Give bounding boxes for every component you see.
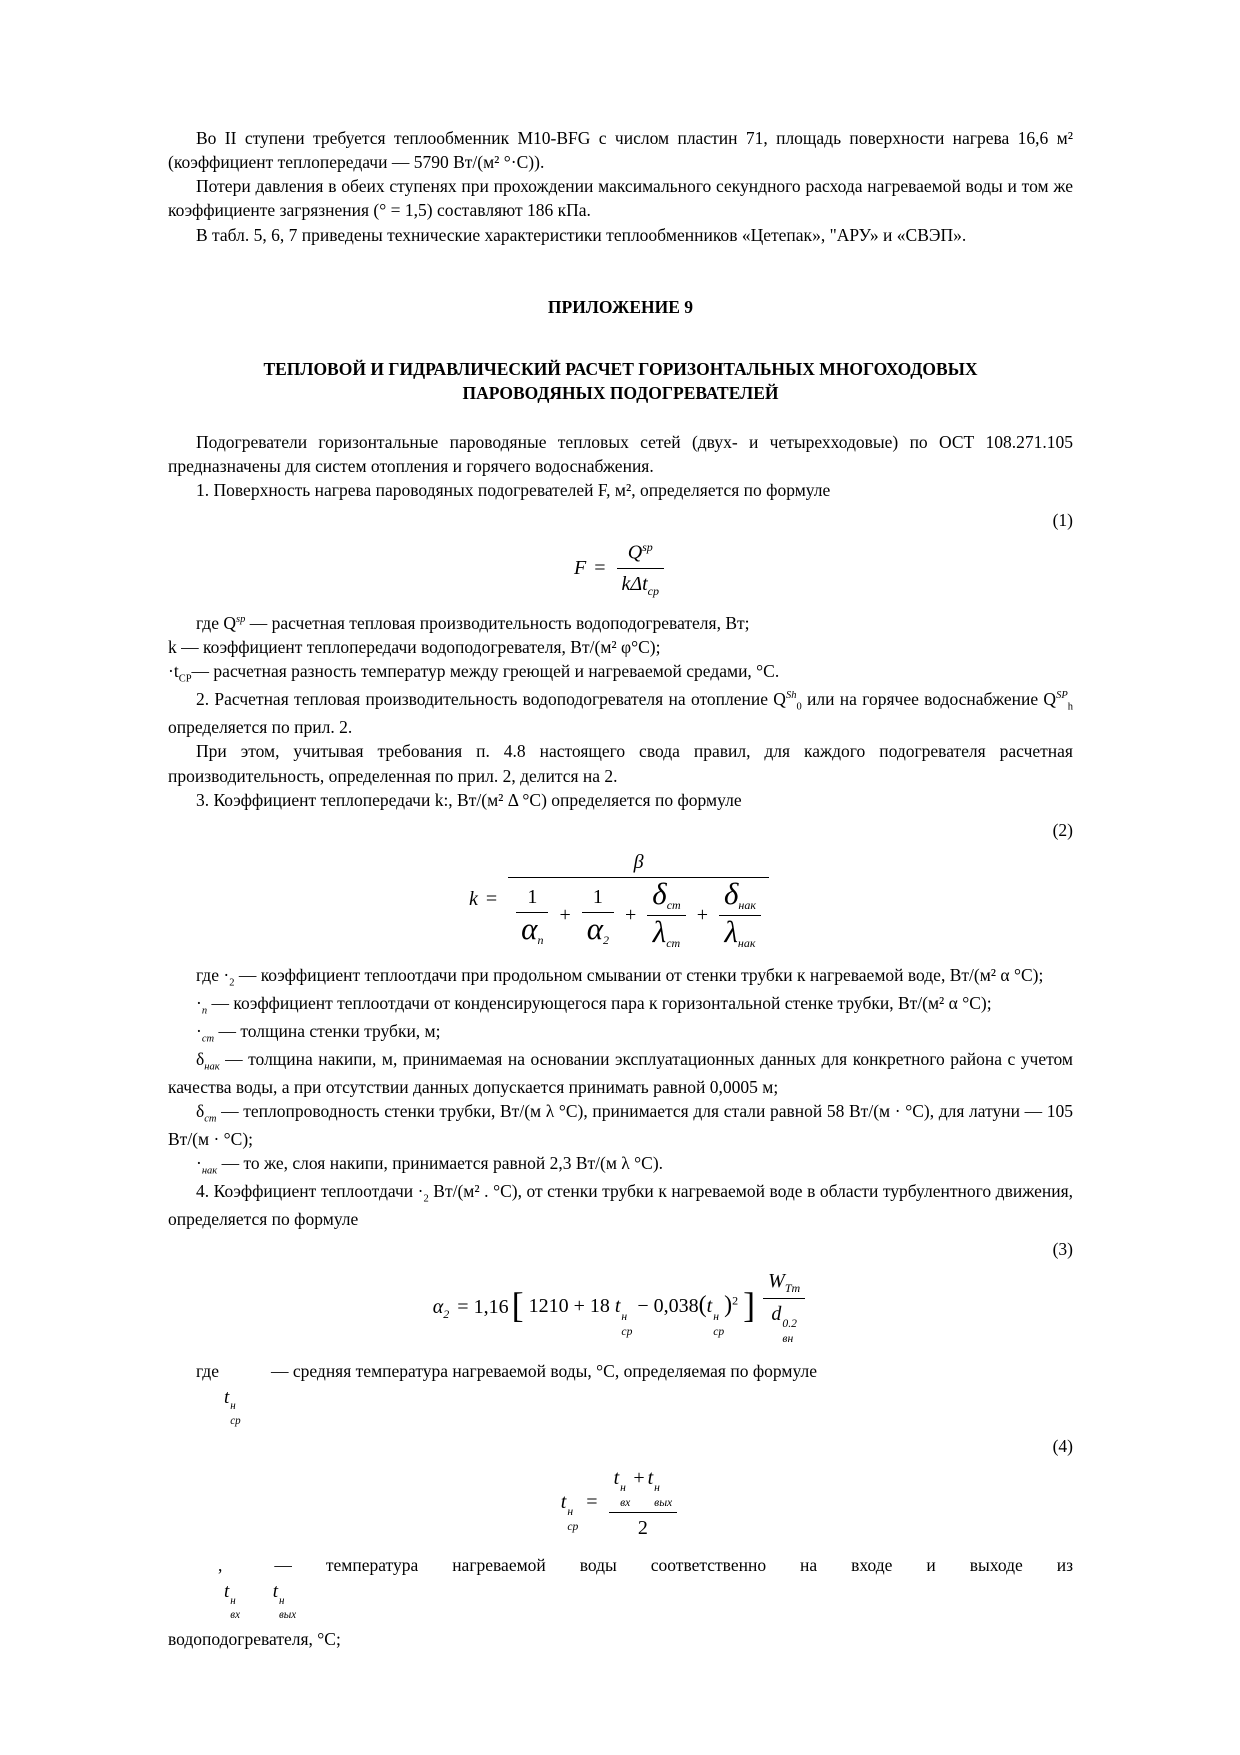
formula-3 — [168, 1269, 1073, 1346]
formula-1 — [168, 540, 1073, 599]
formula-4 — [168, 1466, 1073, 1541]
term-1 — [516, 885, 548, 948]
t4-num — [719, 876, 761, 916]
t-var: t — [613, 1467, 620, 1490]
text-seg: 2. Расчетная тепловая производительность водоподогревателя на отопление Q — [196, 689, 786, 710]
sub-seg: ст — [201, 1033, 215, 1045]
f4-den: 2 — [637, 1517, 648, 1540]
sup-seg: н — [230, 1400, 236, 1413]
text-seg: · — [196, 1153, 202, 1174]
sub-seg: ст — [204, 1113, 217, 1125]
text-seg: 1210 + 18 — [528, 1295, 615, 1318]
formula3-lhs — [432, 1295, 450, 1321]
sup-seg: Sh — [785, 690, 797, 702]
sup-seg: н — [654, 1481, 660, 1495]
sup-seg: 0.2 — [782, 1317, 797, 1331]
sub-seg: 0 — [796, 701, 802, 713]
text-seg: − 0,038 — [637, 1295, 699, 1318]
sup-seg: н — [567, 1505, 574, 1519]
text-seg: где · — [196, 965, 230, 986]
text-seg: ·t — [168, 661, 179, 682]
exponent: 2 — [732, 1293, 739, 1308]
delta: δ — [196, 1048, 205, 1069]
definition-line-7 — [168, 1047, 1073, 1099]
paragraph-body-1: Подогреватели горизонтальные пароводяные тепловых сетей (двух- и четырехходовые) по ОСТ 108.271.105 предназначены для систем отопления и горячего водоснабжения. — [168, 431, 1073, 476]
delta: δ — [652, 876, 667, 912]
term-4 — [719, 876, 761, 951]
sub-seg: 2 — [443, 1306, 450, 1321]
paragraph-intro-1: Во II ступени требуется теплообменник M10-BFG с числом пластин 71, площадь поверхности нагрева 16,6 м² (коэффициент теплопередачи — 5790 Вт/(м² °·С)). — [168, 128, 1073, 173]
text-seg: — то же, слоя накипи, принимается равной 2,3 Вт/(м λ °С). — [217, 1153, 664, 1174]
text-seg: Вт/(м² . °С), от стенки трубки к нагреваемой воде в области турбулентного движения, определяется по формуле — [168, 1181, 1073, 1230]
text-seg: — коэффициент теплоотдачи от конденсирующегося пара к горизонтальной стенке трубки, Вт/(м² α °С); — [207, 993, 992, 1013]
text-seg: — толщина накипи, м, принимаемая на основании эксплуатационных данных для конкретного района с учетом качества воды, а при отсутствии данных допускается принимать равной 0,0005 м; — [168, 1048, 1073, 1097]
definition-line-8 — [168, 1099, 1073, 1151]
paragraph-item-4 — [168, 1179, 1073, 1231]
t2-den — [582, 910, 614, 948]
sup-seg: sp — [236, 614, 246, 626]
sub-seg: нак — [204, 1061, 220, 1073]
definition-line-1 — [168, 611, 1073, 635]
text-seg: где Q — [196, 613, 236, 634]
formula3-fraction — [763, 1269, 805, 1346]
equals-coef: = 1,16 — [457, 1295, 509, 1318]
alpha: α — [586, 910, 604, 946]
definition-line-5 — [168, 991, 1073, 1019]
text-seg: — толщина стенки трубки, м; — [214, 1020, 441, 1041]
sup-seg: н — [278, 1594, 285, 1607]
plus-sign: + — [625, 903, 637, 926]
equation-number-2: (2) — [1052, 819, 1073, 840]
d-var: d — [771, 1303, 782, 1326]
formula2-numerator — [508, 850, 769, 878]
supsub — [654, 1480, 672, 1510]
formula2-lhs: k — [469, 888, 478, 911]
text-seg: — расчетная тепловая производительность водоподогревателя, Вт; — [245, 613, 750, 634]
sup-seg: SP — [1056, 690, 1068, 702]
sub-seg: h — [1067, 701, 1073, 713]
symbol-line-2 — [224, 1579, 1073, 1622]
den-base: kΔt — [621, 573, 648, 596]
text-seg: — температура нагреваемой воды соответственно на входе и выходе из — [274, 1555, 1073, 1576]
paragraph-item-2 — [168, 687, 1073, 739]
sub-seg: вых — [278, 1609, 297, 1622]
t1-num: 1 — [516, 885, 548, 913]
equals-sign: = — [485, 888, 498, 911]
t-var: t — [614, 1295, 621, 1318]
formula4-lhs — [560, 1491, 579, 1534]
t3-num — [647, 876, 685, 916]
sup-seg: н — [621, 1309, 628, 1323]
where-line-3 — [168, 1359, 1073, 1383]
paragraph-item-3: 3. Коэффициент теплопередачи k:, Вт/(м² Δ °С) определяется по формуле — [196, 789, 742, 810]
equals-sign: = — [586, 1491, 598, 1514]
sub-seg: СР — [178, 673, 192, 685]
definition-line-9 — [168, 1151, 1073, 1179]
text-seg: · — [196, 993, 202, 1013]
close-paren: ) — [724, 1292, 733, 1319]
sub-seg: ср — [621, 1324, 633, 1338]
formula1-lhs: F — [574, 557, 587, 580]
sub-seg: ср — [713, 1324, 725, 1338]
t-in-symbol — [224, 1581, 240, 1622]
formula1-numerator — [617, 540, 665, 569]
num-base: Q — [627, 542, 643, 565]
w-var: W — [768, 1270, 785, 1293]
beta: β — [633, 851, 644, 874]
supsub — [230, 1399, 240, 1428]
text-seg: или на горячее водоснабжение Q — [801, 689, 1057, 710]
f4-num — [609, 1466, 678, 1513]
t3-den — [647, 916, 685, 951]
text-seg: — коэффициент теплоотдачи при продольном смывании от стенки трубки к нагреваемой воде, Вт/(м² α °С); — [234, 965, 1044, 986]
section-heading-line-1: ТЕПЛОВОЙ И ГИДРАВЛИЧЕСКИЙ РАСЧЕТ ГОРИЗОНТАЛЬНЫХ МНОГОХОДОВЫХ — [263, 358, 978, 379]
sub-seg: вых — [654, 1496, 673, 1510]
sub-seg: 2 — [423, 1193, 429, 1205]
text-seg: — теплопроводность стенки трубки, Вт/(м λ °С), принимается для стали равной 58 Вт/(м · °С), для латуни — 105 Вт/(м · °С); — [168, 1101, 1073, 1150]
equation-number-1: (1) — [1052, 510, 1073, 531]
open-paren: ( — [698, 1292, 707, 1319]
sub-seg: нак — [201, 1165, 218, 1177]
definition-line-3 — [168, 659, 1073, 687]
text-seg: · — [196, 1020, 202, 1041]
appendix-title: ПРИЛОЖЕНИЕ 9 — [547, 296, 694, 317]
sub-seg: нак — [737, 936, 756, 951]
supsub — [279, 1594, 296, 1623]
where-line-4 — [168, 1553, 1073, 1577]
term-2 — [582, 885, 614, 948]
delta: δ — [724, 876, 739, 912]
where-line-4-tail: водоподогревателя, °С; — [168, 1628, 341, 1649]
plus-sign: + — [633, 1467, 645, 1490]
f3-den — [763, 1299, 805, 1346]
plus-sign: + — [559, 903, 571, 926]
t-var: t — [706, 1295, 713, 1318]
paragraph-intro-3: В табл. 5, 6, 7 приведены технические характеристики теплообменников «Цетепак», "АРУ» и «СВЭП». — [196, 224, 967, 245]
sub-seg: ст — [666, 936, 681, 951]
paragraph-body-2: При этом, учитывая требования п. 4.8 настоящего свода правил, для каждого подогревателя расчетная производительность, определенная по прил. 2, делится на 2. — [168, 741, 1073, 786]
plus-sign: + — [696, 903, 708, 926]
delta: δ — [196, 1101, 205, 1122]
formula4-fraction — [609, 1466, 678, 1541]
symbol-line-1 — [224, 1385, 1073, 1428]
t-var: t — [272, 1581, 278, 1603]
sup-seg: н — [713, 1309, 719, 1323]
lambda: λ — [652, 914, 667, 950]
close-bracket: ] — [743, 1285, 756, 1326]
sub-seg: вн — [782, 1332, 794, 1346]
lambda: λ — [724, 914, 738, 950]
formula1-denominator — [617, 569, 665, 599]
t-sr-symbol — [224, 1386, 241, 1427]
definition-line-2: k — коэффициент теплопередачи водоподогревателя, Вт/(м² φ°С); — [168, 637, 661, 658]
comma: , — [218, 1555, 223, 1576]
sup-seg: н — [230, 1594, 236, 1607]
sub-seg: 2 — [229, 977, 235, 989]
text-seg: определяется по прил. 2. — [168, 717, 353, 738]
formula-2 — [168, 850, 1073, 951]
t1-den — [516, 910, 548, 948]
t-var: t — [647, 1467, 654, 1490]
sub-seg: Тт — [784, 1281, 801, 1296]
text-seg: 4. Коэффициент теплоотдачи · — [196, 1181, 424, 1202]
t4-den — [719, 916, 761, 951]
t2-num: 1 — [582, 885, 614, 913]
t-var: t — [560, 1491, 567, 1514]
supsub — [782, 1316, 797, 1346]
sub-seg: 2 — [603, 932, 610, 947]
equation-number-3: (3) — [1052, 1239, 1073, 1260]
text-seg: где — [196, 1360, 219, 1381]
den-sub: ср — [647, 584, 659, 599]
supsub — [620, 1480, 630, 1510]
supsub — [230, 1594, 240, 1623]
sub-seg: ст — [666, 898, 681, 913]
t-var: t — [224, 1386, 230, 1408]
sub-seg: вх — [230, 1609, 240, 1622]
definition-line-4 — [168, 963, 1073, 991]
sub-seg: нак — [738, 898, 756, 913]
equals-sign: = — [594, 557, 606, 580]
sub-seg: n — [537, 932, 544, 947]
supsub — [621, 1309, 632, 1339]
sub-seg: n — [201, 1005, 208, 1017]
num-sup: sp — [642, 540, 653, 555]
paragraph-intro-2: Потери давления в обеих ступенях при прохождении максимального секундного расхода нагреваемой воды и том же коэффициенте загрязнения (° = 1,5) составляют 186 кПа. — [168, 176, 1073, 221]
text-seg: — расчетная разность температур между греющей и нагреваемой средами, °С. — [191, 661, 780, 682]
formula1-fraction — [617, 540, 665, 599]
section-heading-line-2: ПАРОВОДЯНЫХ ПОДОГРЕВАТЕЛЕЙ — [462, 383, 779, 404]
section-heading — [168, 357, 1073, 406]
supsub — [567, 1504, 578, 1534]
f3-num — [763, 1269, 805, 1299]
term-3 — [647, 876, 685, 951]
definition-line-6 — [168, 1019, 1073, 1047]
text-seg: — средняя температура нагреваемой воды, °С, определяемая по формуле — [270, 1360, 817, 1381]
alpha: α — [521, 910, 538, 946]
sub-seg: вх — [620, 1496, 631, 1510]
formula2-fraction — [508, 850, 769, 951]
supsub — [713, 1309, 724, 1339]
sup-seg: н — [620, 1481, 626, 1495]
sub-seg: ср — [230, 1414, 241, 1427]
open-bracket: [ — [511, 1285, 524, 1326]
formula2-denominator — [508, 878, 769, 951]
alpha: α — [432, 1295, 444, 1318]
paragraph-item-1: 1. Поверхность нагрева пароводяных подогревателей F, м², определяется по формуле — [196, 480, 831, 501]
t-var: t — [224, 1581, 230, 1603]
sub-seg: ср — [567, 1520, 579, 1534]
equation-number-4: (4) — [1052, 1435, 1073, 1456]
t-out-symbol — [272, 1581, 297, 1622]
